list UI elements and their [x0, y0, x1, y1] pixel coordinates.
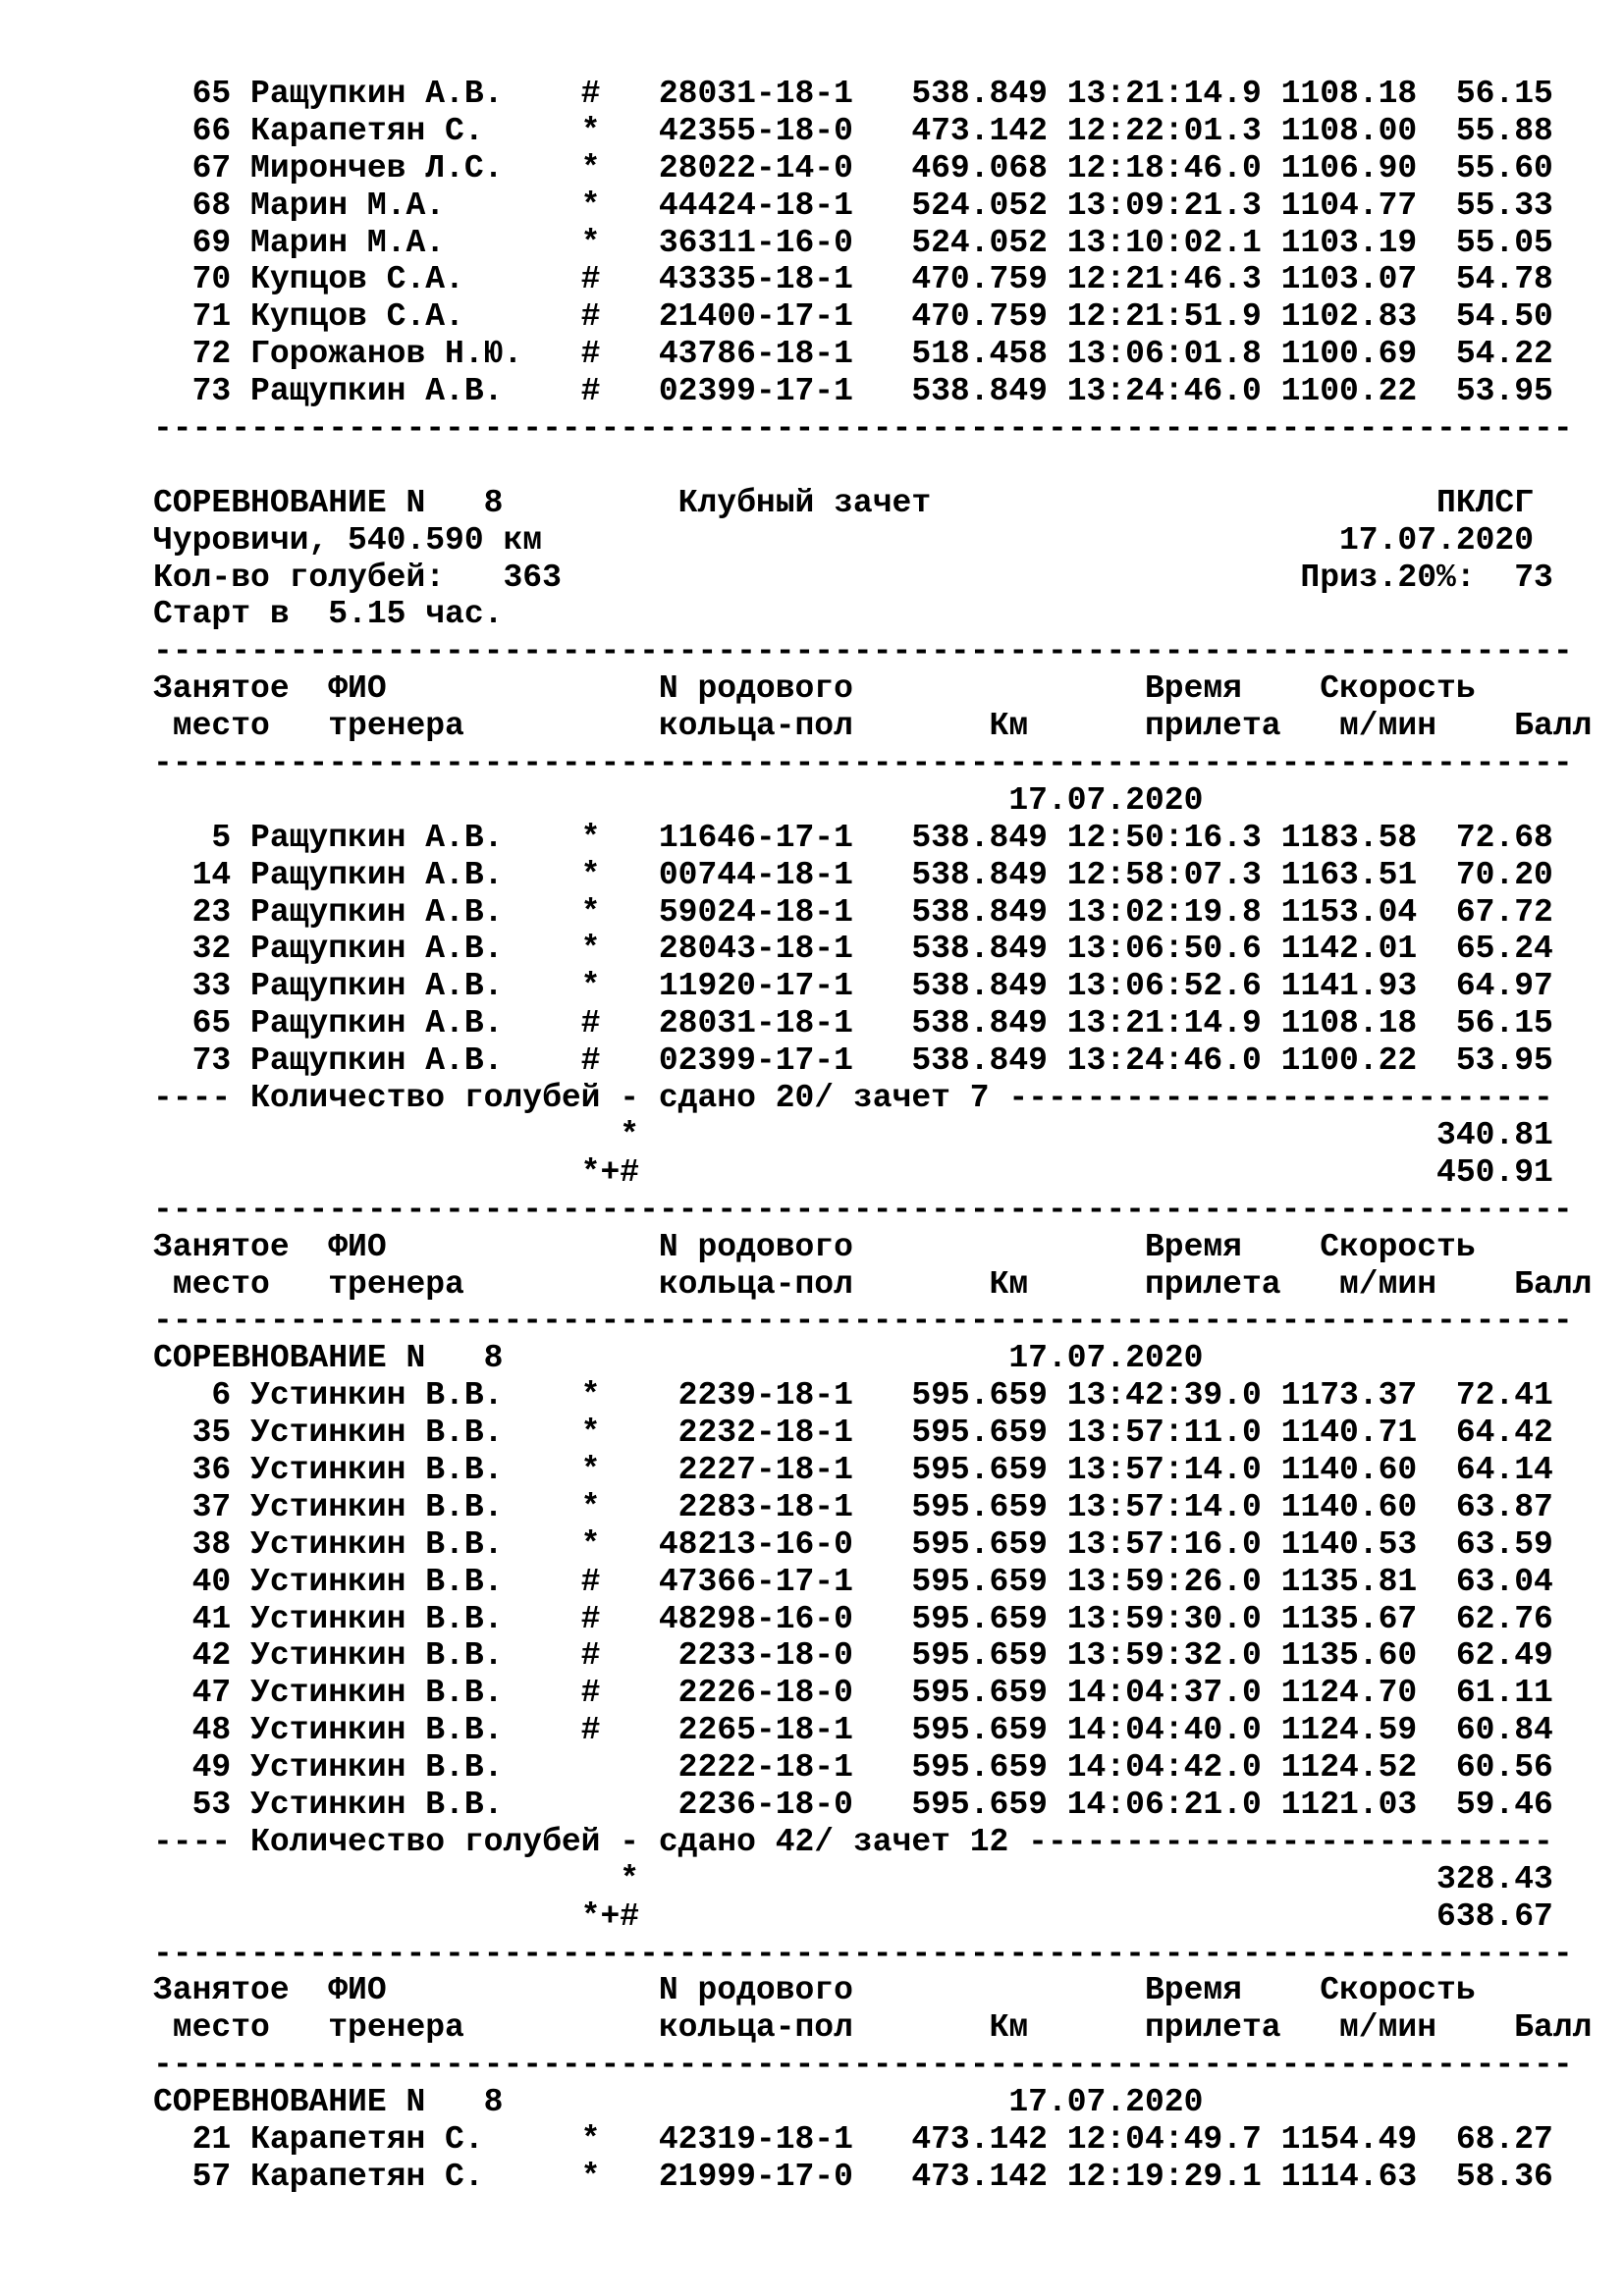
- report-line: Занятое ФИО N родового Время Скорость: [153, 1972, 1476, 2009]
- report-line: 5 Ращупкин А.В. * 11646-17-1 538.849 12:50:16.3 1183.58 72.68: [153, 819, 1553, 856]
- report-line: место тренера кольца-пол Км прилета м/мин Балл: [153, 2009, 1593, 2047]
- report-line: 66 Карапетян С. * 42355-18-0 473.142 12:22:01.3 1108.00 55.88: [153, 112, 1553, 149]
- report-line: ---- Количество голубей - сдано 20/ зачет 7 ----------------------------: [153, 1080, 1553, 1117]
- report-line: 49 Устинкин В.В. 2222-18-1 595.659 14:04:42.0 1124.52 60.56: [153, 1749, 1553, 1787]
- separator-line: -------------------------------------------------------------------------: [153, 2047, 1573, 2084]
- report-line: 73 Ращупкин А.В. # 02399-17-1 538.849 13:24:46.0 1100.22 53.95: [153, 1042, 1553, 1080]
- report-line: *+# 450.91: [153, 1153, 1553, 1191]
- report-line: 67 Мирончев Л.С. * 28022-14-0 469.068 12:18:46.0 1106.90 55.60: [153, 149, 1553, 187]
- separator-line: -------------------------------------------------------------------------: [153, 1935, 1573, 1972]
- report-line: 32 Ращупкин А.В. * 28043-18-1 538.849 13:06:50.6 1142.01 65.24: [153, 931, 1553, 968]
- report-line: * 340.81: [153, 1116, 1553, 1153]
- separator-line: -------------------------------------------------------------------------: [153, 410, 1573, 448]
- report-line: 68 Марин М.А. * 44424-18-1 524.052 13:09:21.3 1104.77 55.33: [153, 187, 1553, 224]
- report-line: ---- Количество голубей - сдано 42/ зачет 12 ---------------------------: [153, 1823, 1553, 1860]
- report-line: 47 Устинкин В.В. # 2226-18-0 595.659 14:04:37.0 1124.70 61.11: [153, 1675, 1553, 1712]
- report-line: СОРЕВНОВАНИЕ N 8 Клубный зачет ПКЛСГ: [153, 484, 1535, 521]
- report-line: * 328.43: [153, 1860, 1553, 1897]
- report-line: 71 Купцов С.А. # 21400-17-1 470.759 12:21:51.9 1102.83 54.50: [153, 298, 1553, 336]
- report-line: 33 Ращупкин А.В. * 11920-17-1 538.849 13:06:52.6 1141.93 64.97: [153, 968, 1553, 1005]
- report-line: 36 Устинкин В.В. * 2227-18-1 595.659 13:57:14.0 1140.60 64.14: [153, 1451, 1553, 1488]
- report-line: 40 Устинкин В.В. # 47366-17-1 595.659 13:59:26.0 1135.81 63.04: [153, 1563, 1553, 1600]
- report-line: 65 Ращупкин А.В. # 28031-18-1 538.849 13:21:14.9 1108.18 56.15: [153, 76, 1553, 112]
- report-line: 57 Карапетян С. * 21999-17-0 473.142 12:19:29.1 1114.63 58.36: [153, 2158, 1553, 2195]
- report-line: место тренера кольца-пол Км прилета м/мин Балл: [153, 708, 1593, 745]
- report-line: 69 Марин М.А. * 36311-16-0 524.052 13:10:02.1 1103.19 55.05: [153, 224, 1553, 261]
- report-line: 48 Устинкин В.В. # 2265-18-1 595.659 14:04:40.0 1124.59 60.84: [153, 1712, 1553, 1749]
- report-line: 72 Горожанов Н.Ю. # 43786-18-1 518.458 13:06:01.8 1100.69 54.22: [153, 336, 1553, 373]
- report-line: Занятое ФИО N родового Время Скорость: [153, 670, 1476, 708]
- report-line: СОРЕВНОВАНИЕ N 8 17.07.2020: [153, 1340, 1204, 1377]
- separator-line: -------------------------------------------------------------------------: [153, 1303, 1573, 1340]
- report-line: 42 Устинкин В.В. # 2233-18-0 595.659 13:59:32.0 1135.60 62.49: [153, 1637, 1553, 1675]
- report-line: 37 Устинкин В.В. * 2283-18-1 595.659 13:57:14.0 1140.60 63.87: [153, 1488, 1553, 1525]
- report-line: 38 Устинкин В.В. * 48213-16-0 595.659 13:57:16.0 1140.53 63.59: [153, 1525, 1553, 1563]
- results-printout: [153, 76, 1593, 2196]
- report-line: место тренера кольца-пол Км прилета м/мин Балл: [153, 1265, 1593, 1303]
- report-line: 53 Устинкин В.В. 2236-18-0 595.659 14:06:21.0 1121.03 59.46: [153, 1786, 1553, 1823]
- report-line: 23 Ращупкин А.В. * 59024-18-1 538.849 13:02:19.8 1153.04 67.72: [153, 893, 1553, 931]
- report-line: СОРЕВНОВАНИЕ N 8 17.07.2020: [153, 2084, 1204, 2121]
- separator-line: -------------------------------------------------------------------------: [153, 1191, 1573, 1228]
- report-line: Старт в 5.15 час.: [153, 596, 504, 633]
- report-line: 6 Устинкин В.В. * 2239-18-1 595.659 13:42:39.0 1173.37 72.41: [153, 1377, 1553, 1415]
- report-line: Чуровичи, 540.590 км 17.07.2020: [153, 521, 1535, 559]
- report-line: 41 Устинкин В.В. # 48298-16-0 595.659 13:59:30.0 1135.67 62.76: [153, 1600, 1553, 1637]
- report-line: Кол-во голубей: 363 Приз.20%: 73: [153, 559, 1553, 596]
- report-line: *+# 638.67: [153, 1897, 1553, 1935]
- report-line: 65 Ращупкин А.В. # 28031-18-1 538.849 13:21:14.9 1108.18 56.15: [153, 1005, 1553, 1042]
- report-line: Занятое ФИО N родового Время Скорость: [153, 1228, 1476, 1265]
- report-line: 73 Ращупкин А.В. # 02399-17-1 538.849 13:24:46.0 1100.22 53.95: [153, 373, 1553, 410]
- report-line: 70 Купцов С.А. # 43335-18-1 470.759 12:21:46.3 1103.07 54.78: [153, 261, 1553, 298]
- report-line: [153, 448, 1587, 485]
- report-line: 14 Ращупкин А.В. * 00744-18-1 538.849 12:58:07.3 1163.51 70.20: [153, 856, 1553, 893]
- report-line: 35 Устинкин В.В. * 2232-18-1 595.659 13:57:11.0 1140.71 64.42: [153, 1415, 1553, 1452]
- report-line: 21 Карапетян С. * 42319-18-1 473.142 12:04:49.7 1154.49 68.27: [153, 2120, 1553, 2158]
- separator-line: -------------------------------------------------------------------------: [153, 633, 1573, 670]
- report-line: 17.07.2020: [153, 781, 1204, 819]
- separator-line: -------------------------------------------------------------------------: [153, 745, 1573, 782]
